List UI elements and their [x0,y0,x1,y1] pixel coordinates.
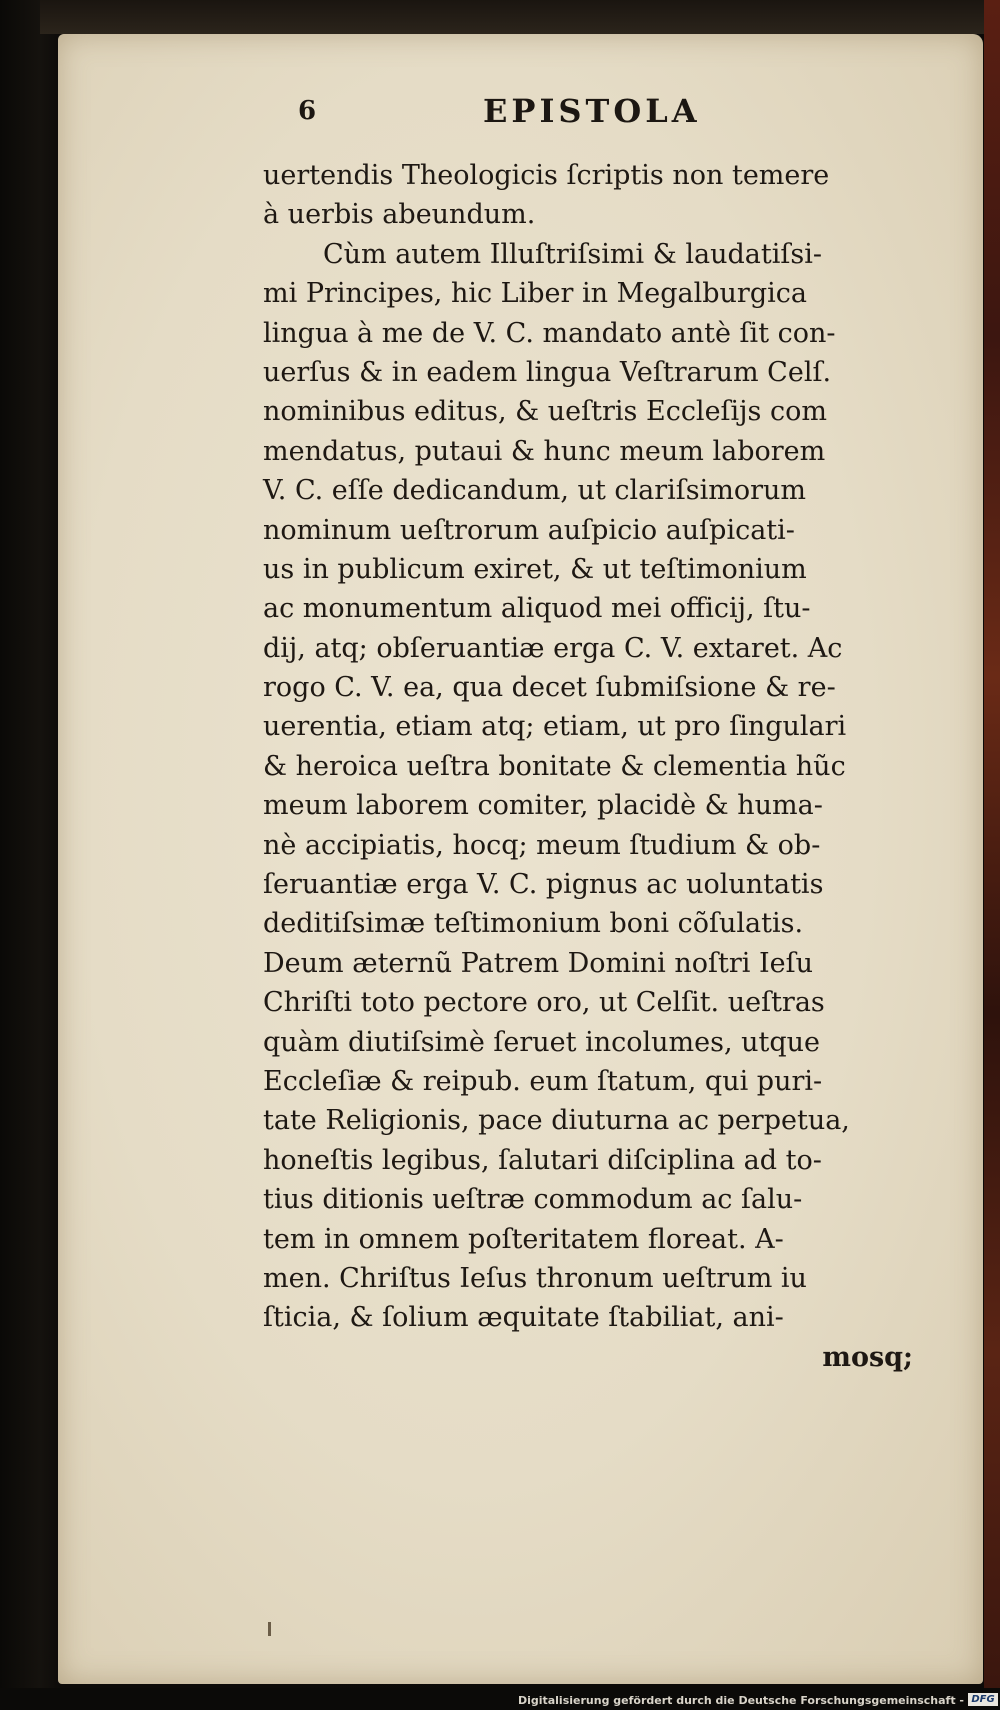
book-cover-edge [984,0,1000,1690]
body-text [263,156,943,1377]
text-line: mendatus, putaui & hunc meum laborem [263,435,826,467]
text-line: mi Principes, hic Liber in Megalburgica [263,278,807,310]
text-line: à uerbis abeundum. [263,199,536,231]
text-line: nominum ueſtrorum auſpicio auſpicati- [263,514,795,546]
text-line: V. C. eſſe dedicandum, ut clariſsimorum [263,475,807,507]
text-line: nè accipiatis, hocq; meum ſtudium & ob- [263,829,821,861]
text-line: meum laborem comiter, placidè & huma- [263,790,823,822]
text-line: uerentia, etiam atq; etiam, ut pro ſingulari [263,711,847,743]
text-line: men. Chriſtus Ieſus thronum ueſtrum iu [263,1262,807,1294]
text-line: deditiſsimæ teſtimonium boni cõſulatis. [263,908,804,940]
text-line: tate Religionis, pace diuturna ac perpetua, [263,1105,850,1137]
text-line: ſticia, & ſolium æquitate ſtabiliat, ani- [263,1302,784,1334]
page-header [58,92,983,142]
text-line: lingua à me de V. C. mandato antè ſit con- [263,317,836,349]
footer-bar [0,1688,1000,1710]
text-line: & heroica ueſtra bonitate & clementia hũc [263,750,846,782]
dfg-logo: DFG [968,1693,998,1706]
text-line: ac monumentum aliquod mei officij, ſtu- [263,593,811,625]
page-number: 6 [298,96,317,126]
running-title: EPISTOLA [483,92,701,130]
scan-background-top [40,0,1000,34]
text-line: Eccleſiæ & reipub. eum ſtatum, qui puri- [263,1065,823,1097]
text-line: us in publicum exiret, & ut teſtimonium [263,553,807,585]
text-line: tem in omnem poſteritatem floreat. A- [263,1223,784,1255]
page-mark [268,1622,271,1636]
text-line: Deum æternũ Patrem Domini noſtri Ieſu [263,947,814,979]
text-line: Chriſti toto pectore oro, ut Celſit. ueſtras [263,987,825,1019]
text-line: ſeruantiæ erga V. C. pignus ac uoluntatis [263,869,824,901]
text-line: Cùm autem Illuſtriſsimi & laudatiſsi- [323,238,822,270]
text-line: uertendis Theologicis ſcriptis non temere [263,160,830,191]
digitization-credit: Digitalisierung gefördert durch die Deutsche Forschungsgemeinschaft - [517,1694,964,1707]
text-line: rogo C. V. ea, qua decet ſubmiſsione & re- [263,672,836,704]
text-line: uerſus & in eadem lingua Veſtrarum Celſ. [263,356,832,388]
text-line: tius ditionis ueſtræ commodum ac ſalu- [263,1184,803,1216]
catchword: mosq; [822,1341,913,1373]
text-line: quàm diutiſsimè ſeruet incolumes, utque [263,1026,820,1058]
book-page [58,34,983,1684]
text-line: nominibus editus, & ueſtris Eccleſijs com [263,396,827,428]
text-line: dij, atq; obſeruantiæ erga C. V. extaret. Ac [263,632,843,664]
text-line: honeſtis legibus, ſalutari diſciplina ad to- [263,1144,822,1176]
